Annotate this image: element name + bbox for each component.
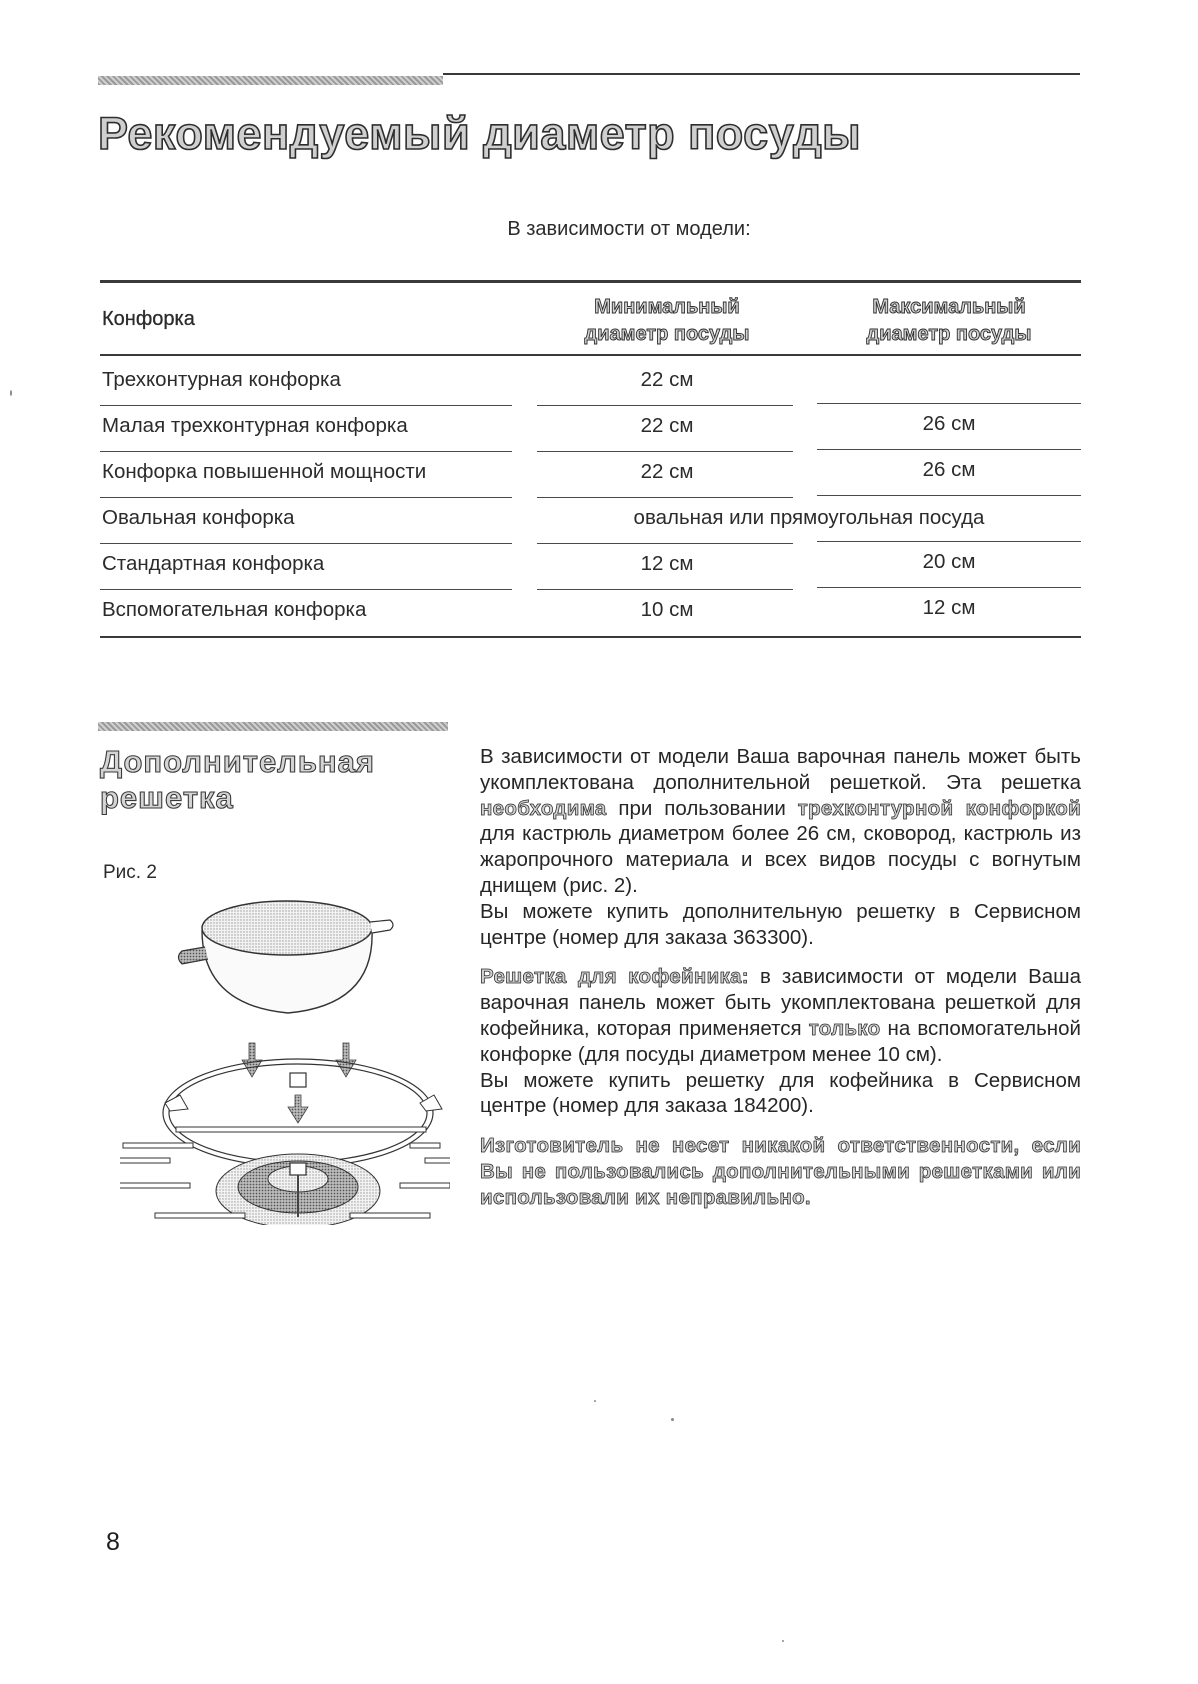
scan-speck (594, 1400, 596, 1402)
table-bottom-rule (100, 636, 1081, 639)
cell-burner: Трехконтурная конфорка (102, 368, 341, 391)
cell-max: 20 см (922, 550, 976, 573)
table-row (100, 588, 1081, 636)
cell-burner: Конфорка повышенной мощности (102, 460, 427, 483)
scan-speck (671, 1418, 674, 1421)
page-title: Рекомендуемый диаметр посуды (98, 108, 862, 159)
cell-burner: Стандартная конфорка (102, 552, 325, 575)
emphasis-text: только (808, 1016, 881, 1040)
figure-caption: Рис. 2 (103, 862, 157, 883)
section-body (480, 744, 1081, 1225)
text: в зависимости от модели Ваша варочная панель может быть укомплектована решеткой для кофейника, которая применяется (480, 965, 1081, 1040)
cell-burner: Малая трехконтурная конфорка (102, 414, 408, 437)
text: при пользовании (606, 796, 798, 820)
header-max-line1: Максимальный (872, 296, 1026, 318)
section-title-line1: Дополнительная (100, 744, 375, 779)
table-subtitle: В зависимости от модели: (507, 218, 751, 240)
table-row (100, 450, 1081, 498)
cell-max: 26 см (922, 458, 976, 481)
header-max-line2: диаметр посуды (866, 323, 1032, 345)
table-row (100, 542, 1081, 590)
cell-burner: Овальная конфорка (102, 506, 295, 529)
header-min-diameter (537, 294, 797, 348)
emphasis-text: Решетка для кофейника: (480, 965, 749, 989)
table-row (100, 496, 1081, 544)
cell-max: 26 см (922, 412, 976, 435)
order-info-text: Вы можете купить дополнительную решетку в Сервисном центре (номер для заказа 363300). (480, 899, 1081, 949)
wok-grid-illustration-icon (120, 895, 450, 1225)
section-rule-bar (98, 722, 448, 731)
emphasis-text: трехконтурной конфоркой (797, 796, 1081, 820)
cell-min: 22 см (640, 368, 694, 391)
table-header-rule (100, 354, 1081, 356)
header-rule-line (443, 73, 1080, 75)
order-info-text: Вы можете купить решетку для кофейника в Сервисном центре (номер для заказа 184200). (480, 1068, 1081, 1118)
section-title-line2: решетка (100, 780, 234, 815)
cell-merged: овальная или прямоугольная посуда (633, 506, 985, 529)
table-row (100, 358, 1081, 406)
paragraph-extra-grid (480, 744, 1081, 950)
header-rule-bar (98, 76, 443, 85)
text: для кастрюль диаметром более 26 см, сковород, кастрюль из жаропрочного материала и всех видов посуды с вогнутым днищем (рис. 2). (480, 822, 1081, 897)
page-number: 8 (106, 1528, 120, 1556)
cell-min: 12 см (640, 552, 694, 575)
liability-warning: Изготовитель не несет никакой ответственности, если Вы не пользовались дополнительными решетками или использовали их неправильно. (480, 1134, 1081, 1209)
cell-burner: Вспомогательная конфорка (102, 598, 367, 621)
emphasis-text: необходима (480, 796, 607, 820)
cell-min: 10 см (640, 598, 694, 621)
section-title (100, 744, 375, 816)
text: на вспомогательной конфорке (для посуды диаметром менее 10 см). (480, 1016, 1081, 1066)
cell-max: 12 см (922, 596, 976, 619)
cell-min: 22 см (640, 414, 694, 437)
paragraph-coffee-grid (480, 964, 1081, 1119)
text: В зависимости от модели Ваша варочная панель может быть укомплектована дополнительной решеткой. Эта решетка (480, 745, 1081, 794)
cell-min: 22 см (640, 460, 694, 483)
header-min-line2: диаметр посуды (584, 323, 750, 345)
header-min-line1: Минимальный (594, 296, 740, 318)
table-top-rule (100, 280, 1081, 283)
header-max-diameter (817, 294, 1081, 348)
scan-speck (782, 1640, 784, 1642)
header-burner: Конфорка (102, 308, 195, 330)
table-row (100, 404, 1081, 452)
scan-speck (10, 390, 12, 396)
